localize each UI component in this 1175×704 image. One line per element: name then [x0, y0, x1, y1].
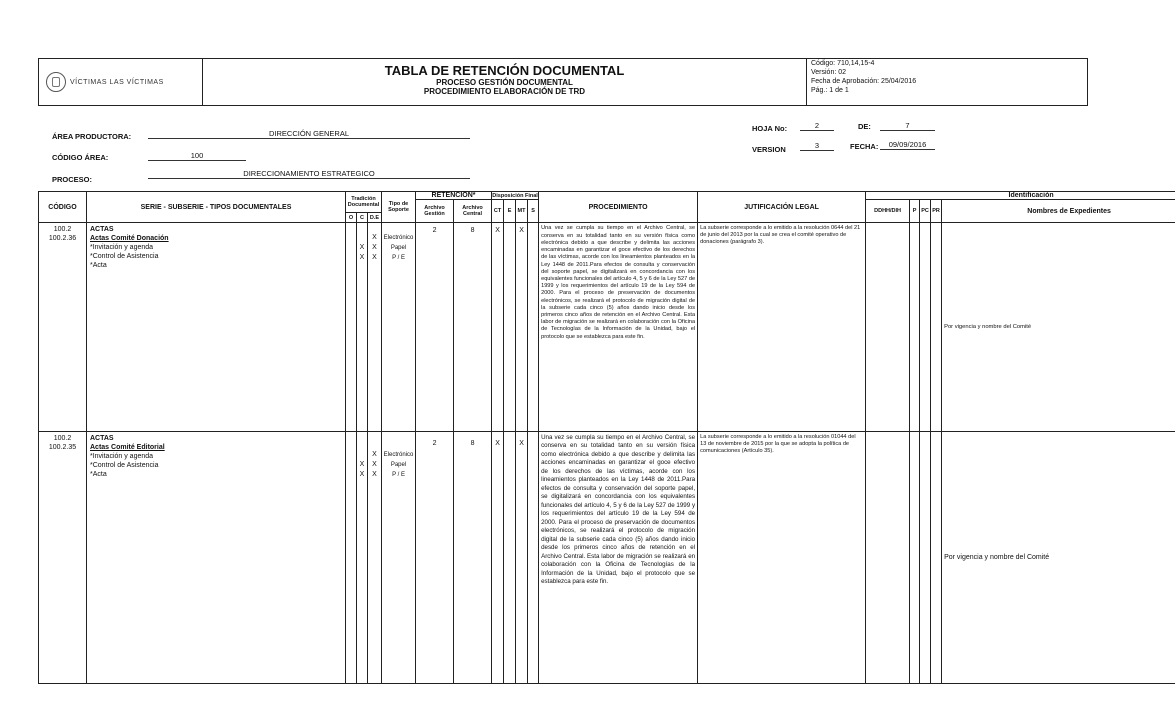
col-o: O: [346, 213, 357, 223]
mark-x: X: [372, 254, 377, 262]
cell-pc: [920, 431, 931, 683]
cell-c: [357, 431, 368, 683]
tipo-documental: *Control de Asistencia: [90, 461, 159, 469]
cell-ct: X: [492, 223, 504, 431]
serie-name: ACTAS: [90, 226, 114, 234]
mark-x: X: [359, 470, 365, 478]
retention-table: [38, 191, 1175, 684]
de-value: 7: [880, 121, 935, 131]
meta-codigo: Código: 710,14,15-4: [811, 60, 875, 67]
proceso-label: PROCESO:: [52, 175, 93, 184]
cell-pc: [920, 223, 931, 431]
document-title: TABLA DE RETENCIÓN DOCUMENTAL: [384, 63, 625, 78]
table-row: [39, 223, 1175, 431]
mark-x: X: [372, 460, 377, 468]
cell-pr: [931, 223, 942, 431]
cell-gestion: 2: [416, 431, 454, 683]
subserie-name: Actas Comité Donación: [90, 235, 169, 243]
col-archivo-central: Archivo Central: [454, 200, 492, 223]
hoja-value: 2: [800, 121, 834, 131]
col-procedimiento: PROCEDIMIENTO: [539, 192, 698, 223]
col-identificacion: Identificación: [866, 192, 1175, 200]
cell-mt: X: [516, 223, 528, 431]
col-archivo-gestion: Archivo Gestión: [416, 200, 454, 223]
cell-o: [346, 223, 357, 431]
cell-de: [368, 431, 382, 683]
mark-x: X: [372, 470, 377, 478]
col-pc: PC: [920, 200, 931, 223]
col-disposicion: Disposición Final: [492, 192, 538, 199]
proceso-value: DIRECCIONAMIENTO ESTRATEGICO: [148, 169, 470, 179]
meta-fecha: Fecha de Aprobación: 25/04/2016: [811, 78, 917, 85]
fecha-label: FECHA:: [850, 142, 879, 151]
tipo-documental: *Invitación y agenda: [90, 244, 154, 252]
area-value: DIRECCIÓN GENERAL: [148, 129, 470, 139]
col-ddhh: DDHH/DIH: [866, 200, 910, 223]
col-ct: CT: [492, 200, 504, 223]
version-label: VERSION: [752, 145, 786, 154]
soporte-value: Electrónico: [383, 235, 414, 242]
serie-name: ACTAS: [90, 434, 114, 442]
col-c: C: [357, 213, 368, 223]
col-codigo: CÓDIGO: [39, 192, 87, 223]
codigo-area-label: CÓDIGO ÁREA:: [52, 153, 109, 162]
row-serie: [87, 223, 346, 431]
logo: [38, 58, 203, 106]
cell-s: [528, 431, 539, 683]
mark-x: X: [372, 450, 377, 458]
cell-e: [504, 431, 516, 683]
codigo-subserie: 100.2.36: [48, 235, 77, 243]
tipo-documental: *Acta: [90, 470, 107, 478]
cell-s: [528, 223, 539, 431]
col-tipo-soporte: Tipo de Soporte: [382, 192, 416, 223]
col-e: E: [504, 200, 516, 223]
cell-o: [346, 431, 357, 683]
mark-x: X: [359, 244, 365, 252]
tipo-documental: *Control de Asistencia: [90, 253, 159, 261]
col-justificacion: JUTIFICACIÓN LEGAL: [698, 192, 866, 223]
cell-p: [910, 431, 920, 683]
mark-x: X: [359, 254, 365, 262]
meta-pagina: Pág.: 1 de 1: [811, 87, 849, 94]
cell-gestion: 2: [416, 223, 454, 431]
cell-nombre-expediente: Por vigencia y nombre del Comité: [942, 223, 1175, 431]
col-de: D.E: [368, 213, 382, 223]
row-codigo: [39, 223, 87, 431]
cell-soporte: [382, 223, 416, 431]
cell-pr: [931, 431, 942, 683]
col-s: S: [528, 200, 539, 223]
document-meta: [806, 58, 1088, 106]
soporte-value: Papel: [390, 461, 407, 468]
title-block: [203, 58, 806, 106]
logo-text: VÍCTIMAS LAS VÍCTIMAS: [70, 78, 164, 86]
col-serie: SERIE - SUBSERIE - TIPOS DOCUMENTALES: [87, 192, 346, 223]
cell-mt: X: [516, 431, 528, 683]
col-mt: MT: [516, 200, 528, 223]
cell-soporte: [382, 431, 416, 683]
meta-version: Versión: 02: [811, 69, 847, 76]
codigo-serie: 100.2: [53, 434, 72, 442]
row-codigo: [39, 431, 87, 683]
version-value: 3: [800, 141, 834, 151]
table-row: [39, 431, 1175, 683]
cell-justificacion: La subserie corresponde a lo emitido a la resolución 0644 del 21 de junio del 2013 por la cual se crea el comité operativo de donaciones (parágrafo 3).: [698, 223, 866, 431]
fecha-value: 09/09/2016: [880, 140, 935, 150]
area-label: ÁREA PRODUCTORA:: [52, 132, 132, 141]
process-subtitle: PROCESO GESTIÓN DOCUMENTAL: [436, 78, 573, 87]
cell-ddhh: [866, 223, 910, 431]
col-retencion: RETENCIÓN*: [416, 192, 492, 200]
cell-nombre-expediente: Por vigencia y nombre del Comité: [942, 431, 1175, 683]
codigo-serie: 100.2: [53, 226, 72, 234]
soporte-value: P / E: [392, 471, 405, 478]
mark-x: X: [372, 234, 377, 242]
codigo-subserie: 100.2.35: [48, 443, 77, 451]
cell-de: [368, 223, 382, 431]
cell-e: [504, 223, 516, 431]
soporte-value: Electrónico: [383, 451, 414, 458]
cell-c: [357, 223, 368, 431]
mark-x: X: [372, 244, 377, 252]
tipo-documental: *Invitación y agenda: [90, 452, 154, 460]
cell-ct: X: [492, 431, 504, 683]
col-pr: PR: [931, 200, 942, 223]
col-nombres: Nombres de Expedientes: [942, 200, 1175, 223]
de-label: DE:: [858, 122, 871, 131]
row-serie: [87, 431, 346, 683]
cell-procedimiento: Una vez se cumpla su tiempo en el Archivo Central, se conserva en su totalidad tanto en su versión física como electrónica debido a que describe y delimita las acciones encaminadas en garantizar el goce efectivo de los derechos de las víctimas, acorde con los lineamientos planteados en la Ley 1448 de 2011.Para efectos de consulta y conservación del soporte papel, se digitalizará en concordancia con los equivalentes funcionales del artículo 4, 5 y 6 de la Ley 527 de 1999 y los requerimientos del artículo 19 de la Ley 594 de 2000. Para el proceso de preservación de documentos electrónicos, se realizará el protocolo de migración digital de la subserie cada cinco (5) años dando inicio desde los primeros cinco años de retención en el Archivo Central. Esta labor de migración se realizará en colaboración con la Oficina de Tecnologías de la Información de la Unidad, bajo el protocolo que se establezca para este fin.: [539, 431, 698, 683]
col-p: P: [910, 200, 920, 223]
codigo-area-value: 100: [148, 151, 246, 161]
cell-justificacion: La subserie corresponde a lo emitido a la resolución 01044 del 13 de noviembre de 2015 por la que se adopta la política de comunicaciones (Artículo 35).: [698, 431, 866, 683]
col-tradicion: Tradición Documental: [346, 192, 382, 213]
cell-ddhh: [866, 431, 910, 683]
tipo-documental: *Acta: [90, 262, 107, 270]
hoja-label: HOJA No:: [752, 124, 788, 133]
subserie-name: Actas Comité Editorial: [90, 443, 165, 451]
procedure-subtitle: PROCEDIMIENTO ELABORACIÓN DE TRD: [423, 87, 586, 96]
soporte-value: P / E: [392, 255, 405, 262]
mark-x: X: [359, 460, 365, 468]
seal-icon: [46, 72, 66, 92]
cell-procedimiento: Una vez se cumpla su tiempo en el Archivo Central, se conserva en su totalidad tanto en su versión física como electrónica debido a que describe y delimita las acciones encaminadas en garantizar el goce efectivo de los derechos de las víctimas, acorde con los lineamientos planteados en la Ley 1448 de 2011.Para efectos de consulta y conservación del soporte papel, se digitalizará en concordancia con los equivalentes funcionales del artículo 4, 5 y 6 de la Ley 527 de 1999 y los requerimientos del artículo 19 de la Ley 594 de 2000. Para el proceso de preservación de documentos electrónicos, se realizará el protocolo de migración digital de la subserie cada cinco (5) años dando inicio desde los primeros cinco años de retención en el Archivo Central. Esta labor de migración se realizará en colaboración con la Oficina de Tecnologías de la Información de la Unidad, bajo el protocolo que se establezca para este fin.: [539, 223, 698, 431]
cell-central: 8: [454, 431, 492, 683]
soporte-value: Papel: [390, 245, 407, 252]
cell-p: [910, 223, 920, 431]
cell-central: 8: [454, 223, 492, 431]
